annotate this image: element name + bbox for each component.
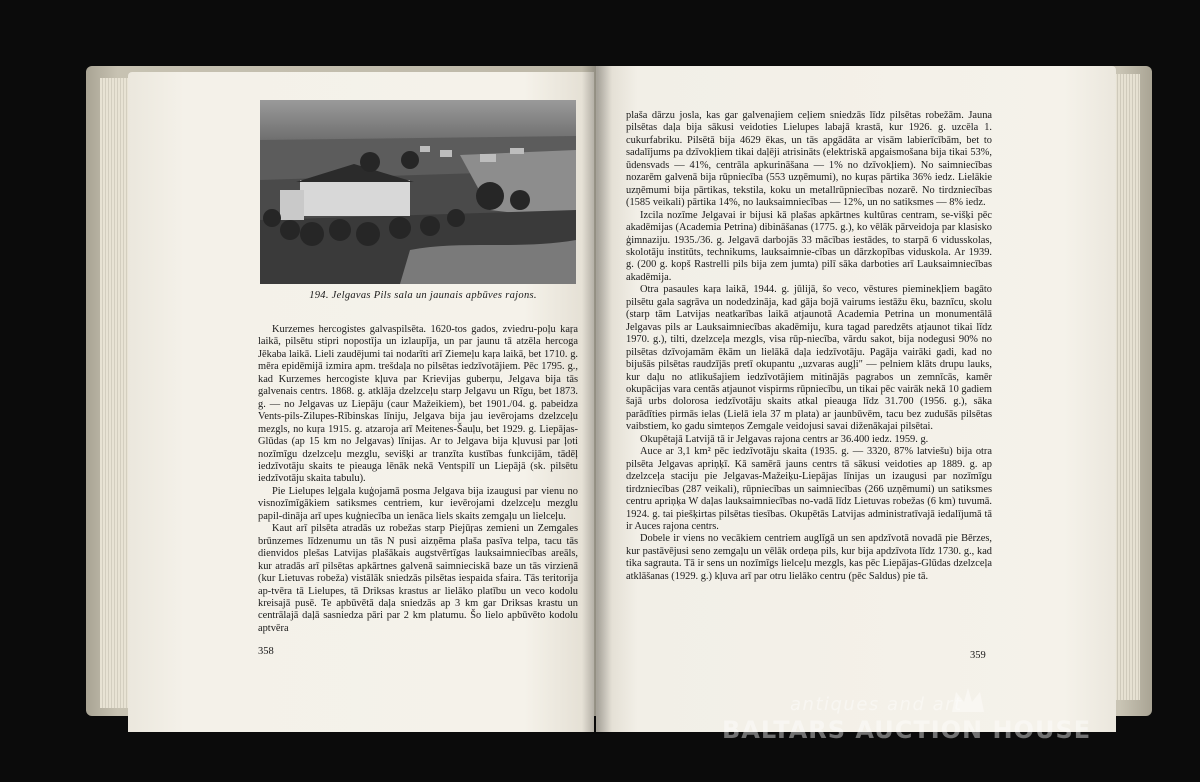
left-page-text <box>258 324 578 635</box>
paragraph: Okupētajā Latvijā tā ir Jelgavas rajona centrs ar 36.400 iedz. 1959. g. <box>640 433 929 445</box>
right-page-text <box>626 110 992 583</box>
paragraph: Auce ar 3,1 km² pēc iedzīvotāju skaita (1935. g. — 3320, 87% latviešu) bija otra pilsēta Jelgavas apriņķī. Kā samērā jauns centrs tā sākusi veidoties ap 1889. g. ap dzelzceļa staciju pie Jelgavas-Mažeiķu-Liepājas līnijas un izaugusi par nozīmīgu tirdzniecības (287 veikali), rūpniecības un saimniecības (266 uzņēmumi) un satiksmes centru apriņķa W daļas lauksaimniecības no-vadā līdz Lietuvas robežas (6 km) tuvumā. 1924. g. tai piešķirtas pilsētas tiesības. Okupētās Latvijas administratīvajā iedalījumā tā ir Auces rajona centrs. <box>626 446 992 532</box>
page-number-right: 359 <box>970 650 986 661</box>
figure-caption: 194. Jelgavas Pils sala un jaunais apbūves rajons. <box>309 290 537 301</box>
watermark-tagline: antiques and art <box>790 694 963 715</box>
paragraph: Izcila nozīme Jelgavai ir bijusi kā plašas apkārtnes kultūras centram, se-višķi pēc akadēmijas (Academia Petrina) dibināšanas (1775. g.), ko vēlāk pārveidoja par klasisko ģimnaziju. 1935./36. g. Jelgavā darbojās 33 mācības iestādes, to starpā 6 vidusskolas, skolotāju institūts, technikums, lauksaimnie-cības un dārzkopības viduskola. Ar 1939. g. (200 g. kopš Rastrelli pils bija zem jumta) pilī sāka darboties arī Lauksaimniecības akadēmija. <box>626 209 992 283</box>
paragraph: Otra pasaules kaŗa laikā, 1944. g. jūlijā, šo veco, vēstures pieminekļiem bagāto pilsētu gala sagrāva un nodedzināja, kad gāja bojā vairums iestāžu ēku, baznīcu, skolu (starp tām Latvijas neatkarības laikā atjaunotā Academia Petrina un monumentālā Jelgavas pils ar Lauksaimniecības akadēmiju, kura tagad paredzēts atjaunot tikai līdz 1970. g.), tilti, dzelzceļa mezgls, visa rūp-niecība, vārdu sakot, bija nodegusi 90% no pilsētas dzīvojamām ēkām un lielākā daļa iedzīvotāju. Pagāja vairāki gadi, kad no bijušās pilsētas raudzījās pretī okupantu „uzvaras augļi" — pelniem klāts drupu lauks, kur daļu no atlikušajiem iedzīvotājiem mitinājās pagrabos un zemnīcās, kamēr okupācijas vara centās atjaunot vispirms rūpniecību, un tikai pēc vairāk nekā 10 gadiem šajā urbs dolorosa iedzīvotāju skaits atkal pieauga līdz 31.700 (1956. g.), sāka parādīties pirmās ielas (Lielā iela 37 m plata) ar jaunbūvēm, tacu bez zudušās pilsētas vaibstiem, ko gadu simteņos Zemgale veidojusi savai diženākajai pilsētai. <box>626 284 992 433</box>
right-page <box>596 66 1116 732</box>
watermark-brand: BALTARS AUCTION HOUSE <box>722 716 1092 744</box>
paragraph: plaša dārzu josla, kas gar galvenajiem ceļiem sniedzās līdz pilsētas robežām. Jauna pilsētas daļa bija sākusi veidoties Lielupes labajā krastā, kur 1926. g. uzcēla 1. cukurfabriku. Pilsētā bija 4629 ēkas, un tās apgādāta ar visām labierīcībām, bet to sadalījums pa dzīvokļiem tikai daļēji atrisināts (elektriskā apgaismošana bija tikai 53%, ūdensvads — 41%, centrāla apkurināšana — 1% no dzīvokļiem). No saimniecības nozarēm galvenā bija rūpniecība (553 uzņēmumi), no kuŗas pārtika 36% iedz. Lielākie uzņēmumi bija pārtikas, tekstila, koku un metallrūpniecības nozarē. No tirdzniecības (1585 veikali) pārtika 14%, no lauksaimniecības — 12%, un no satiksmes — 8% iedz. <box>626 110 992 209</box>
left-page <box>128 72 594 732</box>
paragraph: Kaut arī pilsēta atradās uz robežas starp Piejūŗas zemieni un Zemgales brūnzemes līdzenumu un tās N pusi aizņēma plaša pasīva telpa, tacu tās dienvidos plešas Latvijas plašākais augstvērtīgas lauksaimniecības areāls, kur atradās arī pilsētas apkārtnes galvenā saimnieciskā baze un tās virzienā (kur Lietuvas robeža) vistālāk sniedzās pilsētas iespaida sfaira. Tās teritorija ap-tvēra tā Lielupes, tā Driksas krastus ar lielāko platību un veco kodolu kreisajā pusē. Te apbūvētā daļa sniedzās ap 3 km gar Driksas krastu un centrālajā daļā sasniedza pāri par 2 km platumu. Šo lielo apbūvēto kodolu aptvēra <box>258 523 578 634</box>
paragraph: Pie Lielupes leļgala kuģojamā posma Jelgava bija izaugusi par vienu no visnozīmīgākiem satiksmes centriem, kur ievērojami dzelzceļu mezglu papil-dināja arī upes kuģniecība un ienāca liels skaits zemgaļu un lielceļu. <box>258 485 578 522</box>
page-number-left: 358 <box>258 646 274 657</box>
paragraph: Kurzemes hercogistes galvaspilsēta. 1620-tos gados, zviedru-poļu kaŗa laikā, pilsētu stipri nopostīja un izlaupīja, un par jaunu tā atzēla hercoga Jēkaba laikā. Lieli zaudējumi tai nodarīti arī Ziemeļu kaŗa laikā, bet 1710. g. mēra epidēmijā izmira apm. trešdaļa no pilsētas iedzīvotājiem. Pēc 1795. g., kad Kurzemes hercogiste kļuva par Krievijas guberņu, Jelgava bija tās galvenais centrs. 1868. g. atklāja dzelzceļu starp Jelgavu un Rīgu, bet 1873. g. — no Jelgavas uz Liepāju (caur Mažeikiem), bet 1901./04. g. pabeidza Vents-pils-Zilupes-Rībinskas līniju, Jelgava bija jau ievērojams dzelzceļu mezgls, no kuŗa 1915. g. atzaroja arī Meitenes-Šauļu, bet 1929. g. Liepājas-Glūdas (ap 15 km no Jelgavas) līnijas. Ar to Jelgava bija kļuvusi par ļoti nozīmīgu dzelzceļu mezglu, sevišķi ar tranzīta kustības funkcijām, tādēļ iedzīvotāju skaits te pieauga lēnāk nekā Ventspilī un Liepājā (sk. pilsētu iedzīvotāju skaita tabulu). <box>258 324 578 485</box>
aerial-photo-jelgava-palace <box>260 100 576 284</box>
crown-icon <box>948 684 988 716</box>
paragraph: Dobele ir viens no vecākiem centriem auglīgā un sen apdzīvotā novadā pie Bērzes, kur pastāvējusi seno zemgaļu un vēlāk ordeņa pils, kur bija apdzīvota līdz 1730. g., kad tika sagrauta. Tā ir sens un nozīmīgs lielceļu mezgls, kas pēc Liepājas-Glūdas dzelzceļa atklāšanas (1929. g.) kļuva arī par otru lielāko centru (pēc Saldus) pie tā. <box>626 533 992 582</box>
